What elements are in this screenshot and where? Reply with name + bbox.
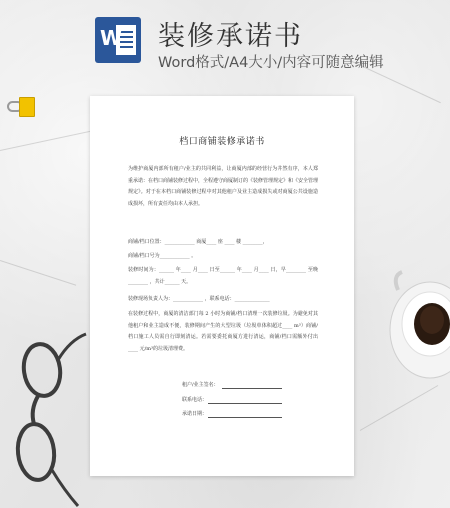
date-line (208, 411, 282, 418)
page-subtitle: Word格式/A4大小/内容可随意编辑 (158, 55, 384, 71)
marble-vein (360, 385, 438, 431)
waste-paragraph: 在装修过程中，商厦的清洁部门每 2 小时为商铺/档口清理一次装修垃圾。为避免对其他租户和业主造成不便，装修期间产生的大型垃圾（垃圾单体积超过____ m³）商铺/档口施工人员需自行即刻清运。若需要委托商厦方进行清运，商铺/档口需额外付出____ 元/m³的垃圾清理费。 (128, 311, 318, 352)
page-title: 装修承诺书 (158, 21, 303, 52)
date-label: 承诺日期： (182, 411, 208, 417)
document-page (90, 96, 354, 476)
word-icon (95, 17, 141, 63)
document-heading: 档口商铺装修承诺书 (179, 137, 265, 147)
location-line: 商铺/档口位置：____________ 商厦____ 座 ____ 楼 ________， (128, 239, 268, 245)
intro-paragraph: 为维护商厦内部所有租户/业主的共同利益，让商厦内部的经营行为井然有序，本人郑重承诺：在档口商铺装修过程中，全程遵守商厦制订的《装修管理规定》和《安全管理规定》。对于在本档口商铺装修过程中对其他租户及业主造成损失或对商厦公共设施造成损坏，所有责任均由本人承担。 (128, 166, 319, 207)
shop-number-line: 商铺/档口号为____________ 。 (128, 253, 197, 259)
phone-label: 联系电话： (182, 397, 208, 403)
owner-signature-label: 租户/业主签名： (182, 382, 219, 388)
phone-line (208, 397, 282, 404)
glasses-icon (0, 330, 90, 508)
binder-clip-icon (19, 97, 35, 117)
time-line: 装修时间为：______ 年____ 月____ 日至______ 年____ 月____ 日，早________ 至晚________ ，共计______ 天。 (128, 267, 318, 285)
marble-vein (0, 260, 76, 286)
word-letter: W (100, 26, 123, 50)
coffee-cup-icon (388, 270, 450, 390)
manager-line: 装修现场负责人为：____________ ，联系电话：______________ (128, 296, 270, 302)
owner-signature-line (222, 382, 282, 389)
